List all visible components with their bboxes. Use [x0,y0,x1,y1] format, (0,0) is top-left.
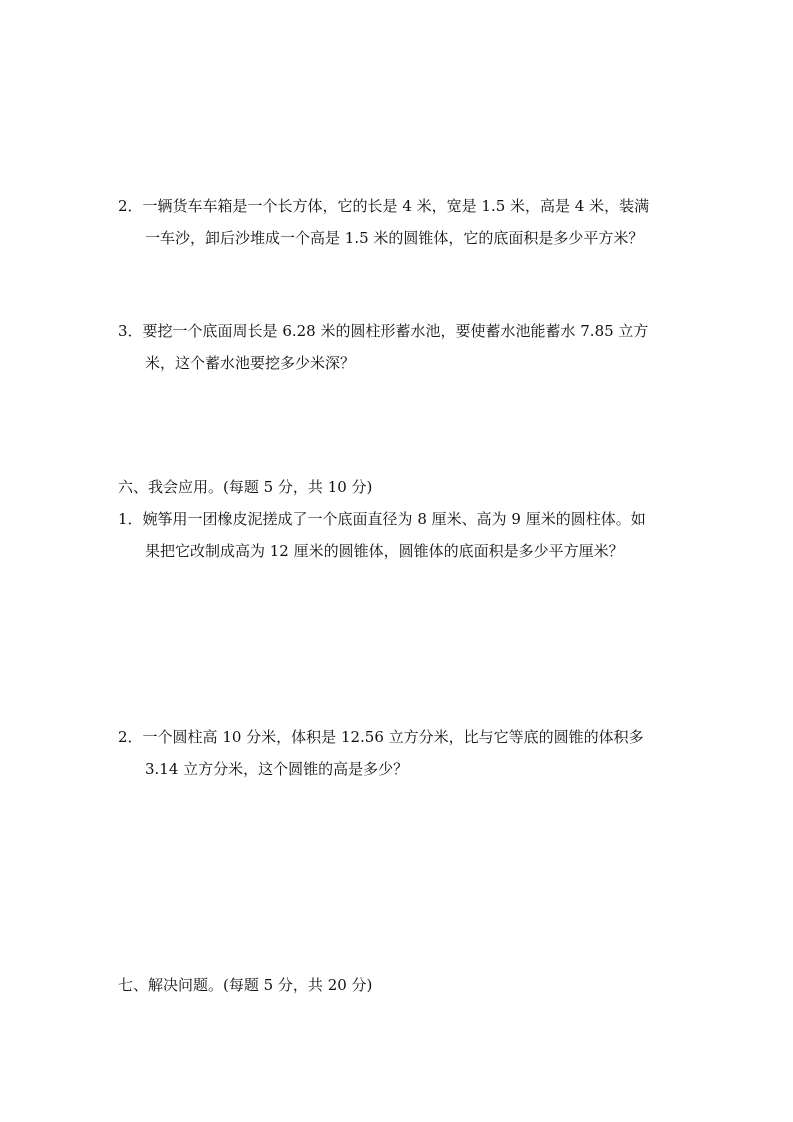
question-number: 1． [118,510,143,528]
question-text: 一辆货车车箱是一个长方体，它的长是 4 米，宽是 1.5 米，高是 4 米，装满 [142,197,650,215]
question-s6-2-line1 [118,727,644,747]
question-s5-3-line1 [118,321,648,341]
question-s5-2-line2: 一车沙，卸后沙堆成一个高是 1.5 米的圆锥体，它的底面积是多少平方米？ [145,229,644,247]
question-s6-1-line1 [118,509,646,529]
question-s5-2-line1 [118,196,649,216]
question-s6-1-line2: 果把它改制成高为 12 厘米的圆锥体，圆锥体的底面积是多少平方厘米？ [145,542,624,560]
question-s5-3-line2: 米，这个蓄水池要挖多少米深？ [145,354,356,372]
question-number: 2． [118,197,143,215]
question-number: 2． [118,728,143,746]
section-heading-7: 七、解决问题。(每题 5 分，共 20 分) [118,976,373,994]
question-s6-2-line2: 3.14 立方分米，这个圆锥的高是多少？ [145,760,409,778]
section-heading-6: 六、我会应用。(每题 5 分，共 10 分) [118,478,373,496]
question-text: 要挖一个底面周长是 6.28 米的圆柱形蓄水池，要使蓄水池能蓄水 7.85 立方 [142,322,649,340]
question-text: 一个圆柱高 10 分米，体积是 12.56 立方分米，比与它等底的圆锥的体积多 [142,728,644,746]
question-text: 婉筝用一团橡皮泥搓成了一个底面直径为 8 厘米、高为 9 厘米的圆柱体。如 [142,510,646,528]
question-number: 3． [118,322,143,340]
